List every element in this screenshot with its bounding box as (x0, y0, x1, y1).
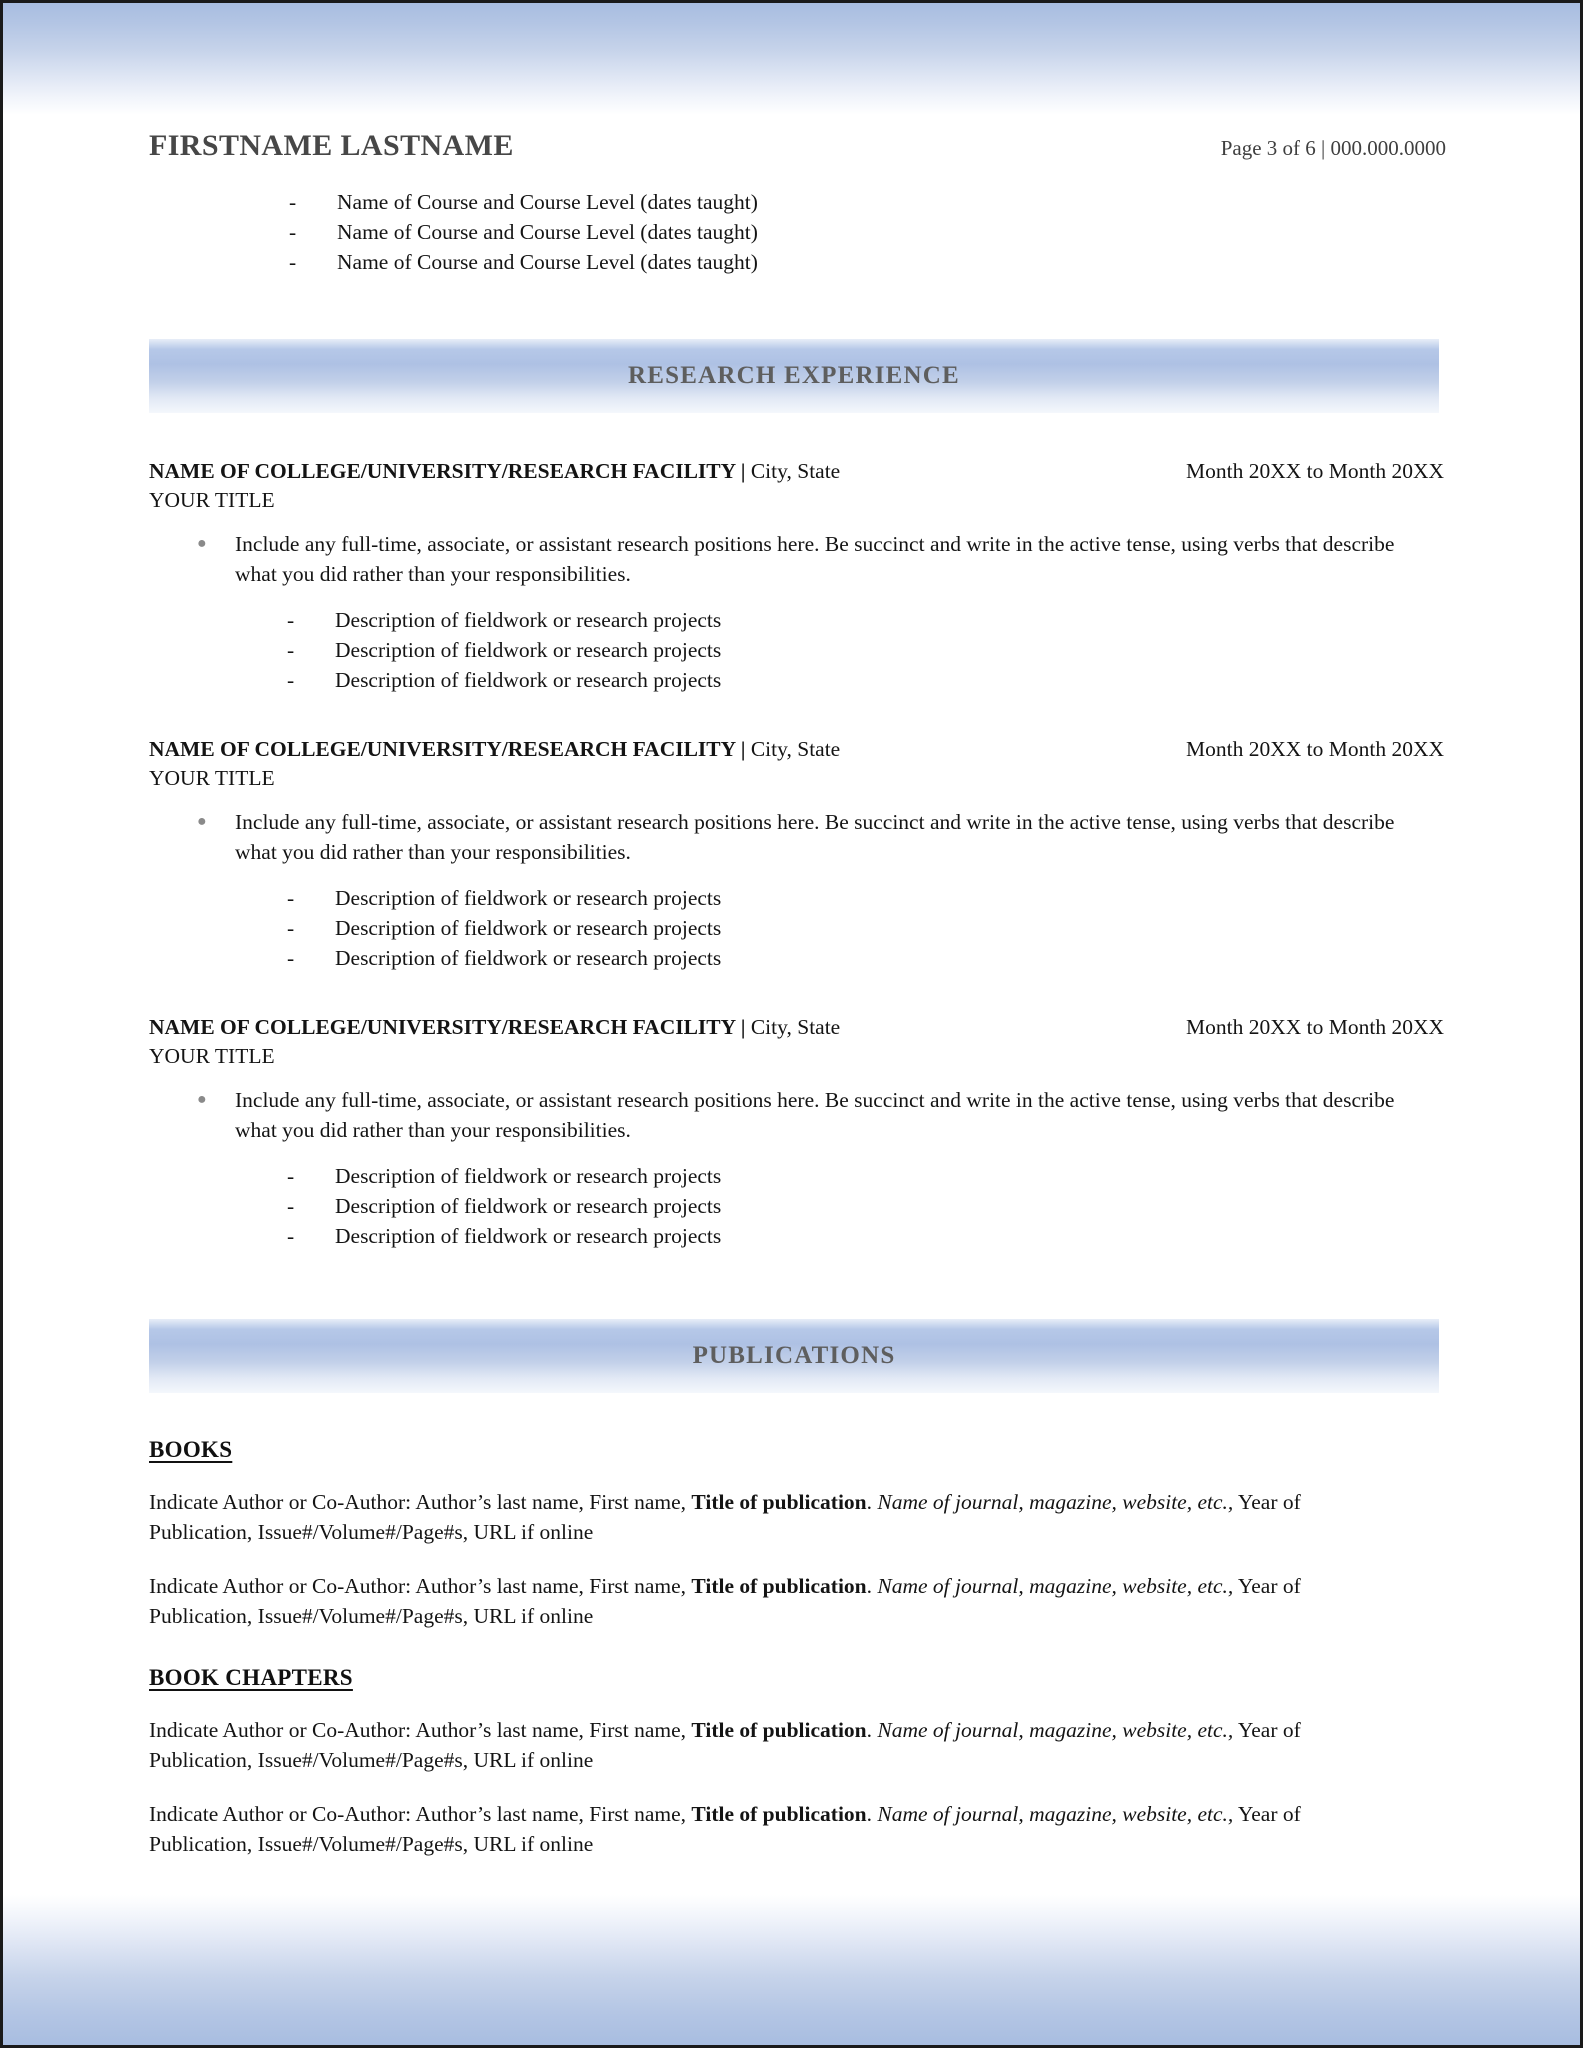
research-entry-organization (149, 457, 840, 485)
organization-name: NAME OF COLLEGE/UNIVERSITY/RESEARCH FACILITY | (149, 737, 746, 761)
organization-name: NAME OF COLLEGE/UNIVERSITY/RESEARCH FACILITY | (149, 1015, 746, 1039)
research-bullet-text: Include any full-time, associate, or assistant research positions here. Be succinct and write in the active tense, using verbs that describe what you did rather than your responsibilities. (235, 532, 1395, 586)
research-sub-item (287, 1161, 1460, 1191)
research-bullet-item (197, 1085, 1460, 1145)
research-sub-item (287, 943, 1460, 973)
publication-title: Title of publication (691, 1718, 867, 1742)
dash-marker: - (287, 1224, 295, 1248)
research-sub-item (287, 665, 1460, 695)
dash-marker: - (287, 946, 295, 970)
research-sub-item (287, 1221, 1460, 1251)
research-bullet-item (197, 529, 1460, 589)
course-list-item (289, 187, 1460, 217)
publication-separator: . (866, 1718, 878, 1742)
dash-marker: - (287, 668, 295, 692)
running-header (149, 3, 1460, 163)
research-entry-job-title: YOUR TITLE (149, 1044, 275, 1068)
dash-marker: - (287, 608, 295, 632)
candidate-name: FIRSTNAME LASTNAME (149, 129, 514, 162)
research-entry (149, 457, 1460, 695)
research-entry-job-title: YOUR TITLE (149, 488, 275, 512)
research-bullet-text: Include any full-time, associate, or assistant research positions here. Be succinct and write in the active tense, using verbs that describe what you did rather than your responsibilities. (235, 1088, 1395, 1142)
research-sub-item-label: Description of fieldwork or research projects (335, 1194, 722, 1218)
publication-author-lead: Indicate Author or Co-Author: Author’s last name, First name, (149, 1574, 692, 1598)
course-list-item-label: Name of Course and Course Level (dates taught) (337, 190, 758, 214)
organization-location: City, State (745, 737, 841, 761)
research-entry-header (149, 1013, 1460, 1041)
publication-groups (149, 1437, 1460, 1859)
publication-group (149, 1665, 1460, 1859)
publication-details: Year of Publication, Issue#/Volume#/Page#s, URL if online (149, 1802, 1301, 1856)
research-entry (149, 735, 1460, 973)
research-entry-job-title: YOUR TITLE (149, 766, 275, 790)
research-sub-item (287, 635, 1460, 665)
course-list-item (289, 247, 1460, 277)
dash-marker: - (289, 250, 297, 274)
research-sub-item (287, 883, 1460, 913)
publication-details: Year of Publication, Issue#/Volume#/Page#s, URL if online (149, 1718, 1301, 1772)
research-sub-item (287, 1191, 1460, 1221)
research-sub-item-label: Description of fieldwork or research projects (335, 1164, 722, 1188)
publication-entry (149, 1571, 1349, 1631)
research-entry-dates: Month 20XX to Month 20XX (1185, 1015, 1444, 1039)
publication-source: Name of journal, magazine, website, etc., (877, 1490, 1234, 1514)
publication-source: Name of journal, magazine, website, etc., (877, 1802, 1234, 1826)
dash-marker: - (289, 190, 297, 214)
research-entries (149, 457, 1460, 1251)
course-list-item-label: Name of Course and Course Level (dates taught) (337, 250, 758, 274)
publication-details: Year of Publication, Issue#/Volume#/Page#s, URL if online (149, 1490, 1301, 1544)
publication-source: Name of journal, magazine, website, etc., (877, 1574, 1234, 1598)
course-list-item-label: Name of Course and Course Level (dates taught) (337, 220, 758, 244)
course-list-item (289, 217, 1460, 247)
research-entry-organization (149, 735, 840, 763)
publication-title: Title of publication (691, 1802, 867, 1826)
page-number-and-phone: Page 3 of 6 | 000.000.0000 (1220, 136, 1446, 160)
research-entry-header (149, 457, 1460, 485)
research-sub-item-label: Description of fieldwork or research projects (335, 886, 722, 910)
publication-separator: . (866, 1802, 878, 1826)
research-sub-item-label: Description of fieldwork or research projects (335, 638, 722, 662)
bullet-marker-icon: ● (197, 535, 207, 552)
publication-group (149, 1437, 1460, 1631)
research-sub-item-label: Description of fieldwork or research projects (335, 916, 722, 940)
research-sub-item-label: Description of fieldwork or research projects (335, 946, 722, 970)
publication-entry (149, 1487, 1349, 1547)
research-entry-bullets (149, 807, 1460, 867)
publication-title: Title of publication (691, 1490, 867, 1514)
publication-author-lead: Indicate Author or Co-Author: Author’s last name, First name, (149, 1718, 692, 1742)
publication-title: Title of publication (691, 1574, 867, 1598)
publication-entry (149, 1715, 1349, 1775)
research-sub-item-list (149, 1161, 1460, 1251)
dash-marker: - (287, 1164, 295, 1188)
research-entry-bullets (149, 529, 1460, 589)
dash-marker: - (287, 1194, 295, 1218)
research-entry-bullets (149, 1085, 1460, 1145)
research-experience-banner (149, 339, 1439, 413)
organization-name: NAME OF COLLEGE/UNIVERSITY/RESEARCH FACILITY | (149, 459, 746, 483)
dash-marker: - (287, 886, 295, 910)
publication-entry (149, 1799, 1349, 1859)
publication-details: Year of Publication, Issue#/Volume#/Page#s, URL if online (149, 1574, 1301, 1628)
publication-source: Name of journal, magazine, website, etc., (877, 1718, 1234, 1742)
research-entry-dates: Month 20XX to Month 20XX (1185, 459, 1444, 483)
publication-group-heading: BOOKS (149, 1437, 233, 1462)
publication-group-heading: BOOK CHAPTERS (149, 1665, 353, 1690)
research-entry (149, 1013, 1460, 1251)
dash-marker: - (287, 638, 295, 662)
bullet-marker-icon: ● (197, 813, 207, 830)
research-sub-item-label: Description of fieldwork or research projects (335, 1224, 722, 1248)
research-sub-item (287, 605, 1460, 635)
publication-author-lead: Indicate Author or Co-Author: Author’s last name, First name, (149, 1490, 692, 1514)
dash-marker: - (287, 916, 295, 940)
bottom-decorative-gradient-band (3, 1895, 1580, 2045)
publication-author-lead: Indicate Author or Co-Author: Author’s last name, First name, (149, 1802, 692, 1826)
research-bullet-text: Include any full-time, associate, or assistant research positions here. Be succinct and write in the active tense, using verbs that describe what you did rather than your responsibilities. (235, 810, 1395, 864)
publications-banner-title: PUBLICATIONS (692, 1342, 896, 1369)
research-entry-dates: Month 20XX to Month 20XX (1185, 737, 1444, 761)
publication-separator: . (866, 1490, 878, 1514)
course-list-continued (149, 187, 1460, 277)
research-entry-organization (149, 1013, 840, 1041)
research-entry-header (149, 735, 1460, 763)
dash-marker: - (289, 220, 297, 244)
bullet-marker-icon: ● (197, 1091, 207, 1108)
publications-section (149, 1319, 1460, 1393)
research-sub-item-label: Description of fieldwork or research projects (335, 668, 722, 692)
research-experience-section (149, 339, 1460, 413)
research-experience-banner-title: RESEARCH EXPERIENCE (628, 362, 960, 389)
research-sub-item-label: Description of fieldwork or research projects (335, 608, 722, 632)
page-content (3, 3, 1580, 1859)
publications-banner (149, 1319, 1439, 1393)
research-sub-item-list (149, 605, 1460, 695)
organization-location: City, State (745, 459, 841, 483)
publication-separator: . (866, 1574, 878, 1598)
research-sub-item (287, 913, 1460, 943)
research-sub-item-list (149, 883, 1460, 973)
research-bullet-item (197, 807, 1460, 867)
organization-location: City, State (745, 1015, 841, 1039)
